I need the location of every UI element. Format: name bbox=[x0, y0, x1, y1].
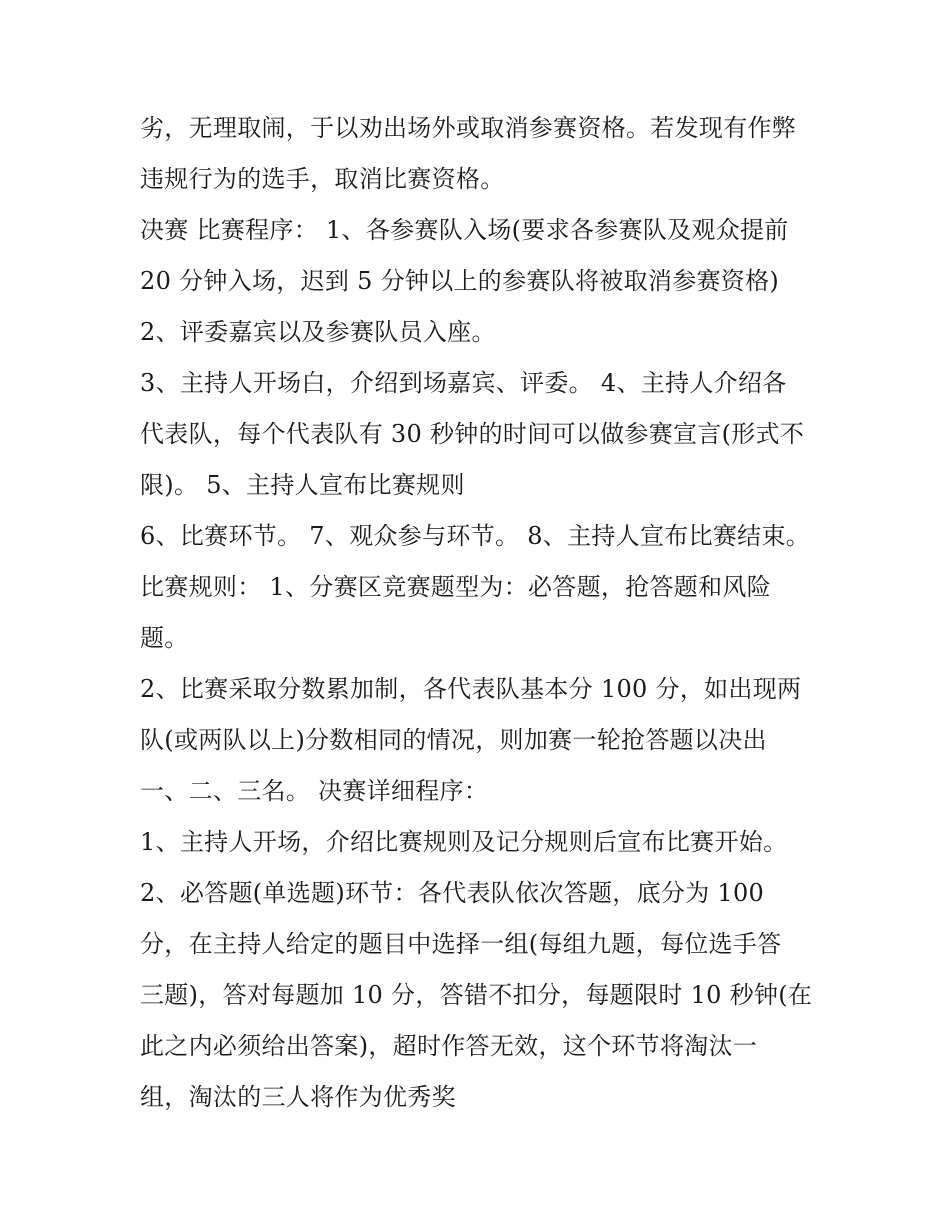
text-line: 劣，无理取闹，于以劝出场外或取消参赛资格。若发现有作弊 bbox=[140, 114, 797, 142]
text-line: 2、比赛采取分数累加制，各代表队基本分 100 分，如出现两 bbox=[140, 675, 802, 703]
text-line: 组，淘汰的三人将作为优秀奖 bbox=[140, 1083, 456, 1111]
text-line: 决赛 比赛程序： 1、各参赛队入场(要求各参赛队及观众提前 bbox=[140, 216, 789, 244]
text-line: 代表队，每个代表队有 30 秒钟的时间可以做参赛宣言(形式不 bbox=[140, 420, 805, 448]
text-line: 1、主持人开场，介绍比赛规则及记分规则后宣布比赛开始。 bbox=[140, 828, 788, 856]
text-line: 三题)，答对每题加 10 分，答错不扣分，每题限时 10 秒钟(在 bbox=[140, 981, 813, 1009]
text-line: 限)。 5、主持人宣布比赛规则 bbox=[140, 471, 465, 499]
text-line: 分，在主持人给定的题目中选择一组(每组九题，每位选手答 bbox=[140, 930, 782, 958]
text-line: 2、必答题(单选题)环节：各代表队依次答题，底分为 100 bbox=[140, 879, 765, 907]
text-line: 2、评委嘉宾以及参赛队员入座。 bbox=[140, 318, 496, 346]
text-line: 比赛规则： 1、分赛区竞赛题型为：必答题，抢答题和风险 bbox=[140, 573, 771, 601]
text-line: 6、比赛环节。 7、观众参与环节。 8、主持人宣布比赛结束。 bbox=[140, 522, 811, 550]
text-line: 违规行为的选手，取消比赛资格。 bbox=[140, 165, 505, 193]
text-line: 3、主持人开场白，介绍到场嘉宾、评委。 4、主持人介绍各 bbox=[140, 369, 787, 397]
text-line: 队(或两队以上)分数相同的情况，则加赛一轮抢答题以决出 bbox=[140, 726, 767, 754]
text-line: 此之内必须给出答案)，超时作答无效，这个环节将淘汰一 bbox=[140, 1032, 758, 1060]
text-line: 题。 bbox=[140, 624, 189, 652]
text-line: 一、二、三名。 决赛详细程序： bbox=[140, 777, 489, 805]
text-line: 20 分钟入场，迟到 5 分钟以上的参赛队将被取消参赛资格) bbox=[140, 267, 780, 295]
